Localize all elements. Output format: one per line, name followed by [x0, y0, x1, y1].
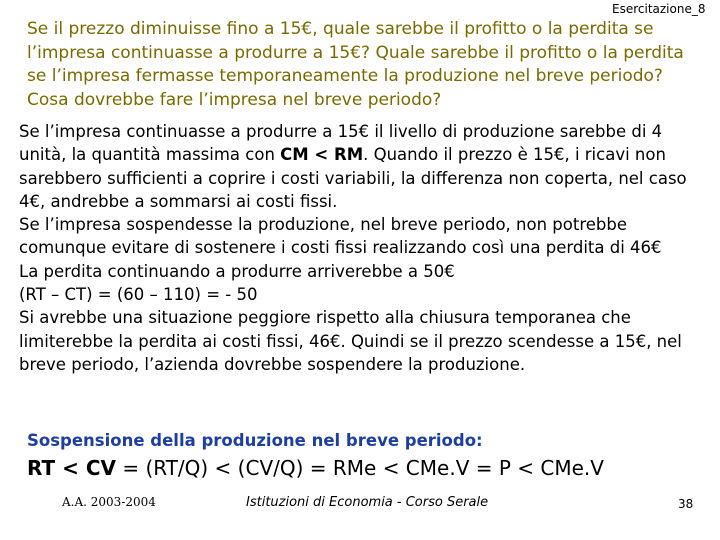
- answer-paragraph-5: Si avrebbe una situazione peggiore rispetto alla chiusura temporanea che limiterebbe la perdita ai costi fissi, 46€. Quindi se il prezzo scendesse a 15€, nel breve periodo, l’azienda dovrebbe sospendere la produzione.: [19, 308, 682, 374]
- formula-rest: = (RT/Q) < (CV/Q) = RMe < CMe.V = P < CMe.V: [115, 456, 604, 480]
- answer-paragraph-4: (RT – CT) = (60 – 110) = - 50: [19, 285, 258, 305]
- sospensione-title: Sospensione della produzione nel breve periodo:: [27, 431, 483, 450]
- formula: [27, 456, 604, 480]
- header-tag: Esercitazione_8: [612, 2, 706, 16]
- answer-paragraph-1: [19, 120, 709, 213]
- answer-p1-cm: CM < RM: [280, 145, 364, 165]
- answer-p1-a: Se l’impresa continuasse a produrre a 15€ il livello di produzione sarebbe di 4 unità, la quantità massima con: [19, 122, 663, 165]
- answer-body: [19, 120, 709, 376]
- footer-year: A.A. 2003-2004: [62, 495, 156, 509]
- formula-bold: RT < CV: [27, 456, 116, 480]
- answer-p1-b: . Quando il prezzo è 15€, i ricavi non sarebbero sufficienti a coprire i costi variabili, la differenza non coperta, nel caso 4€, andrebbe a sommarsi ai costi fissi.: [19, 145, 687, 211]
- page-number: 38: [678, 497, 694, 511]
- answer-paragraph-3: La perdita continuando a produrre arriverebbe a 50€: [19, 261, 455, 281]
- answer-paragraph-2: Se l’impresa sospendesse la produzione, nel breve periodo, non potrebbe comunque evitare di sostenere i costi fissi realizzando così una perdita di 46€: [19, 215, 662, 258]
- question-text: Se il prezzo diminuisse fino a 15€, quale sarebbe il profitto o la perdita se l’impresa continuasse a produrre a 15€? Quale sarebbe il profitto o la perdita se l’impresa fermasse temporaneamente la produzione nel breve periodo? Cosa dovrebbe fare l’impresa nel breve periodo?: [27, 19, 684, 110]
- footer-course: Istituzioni di Economia - Corso Serale: [246, 495, 489, 510]
